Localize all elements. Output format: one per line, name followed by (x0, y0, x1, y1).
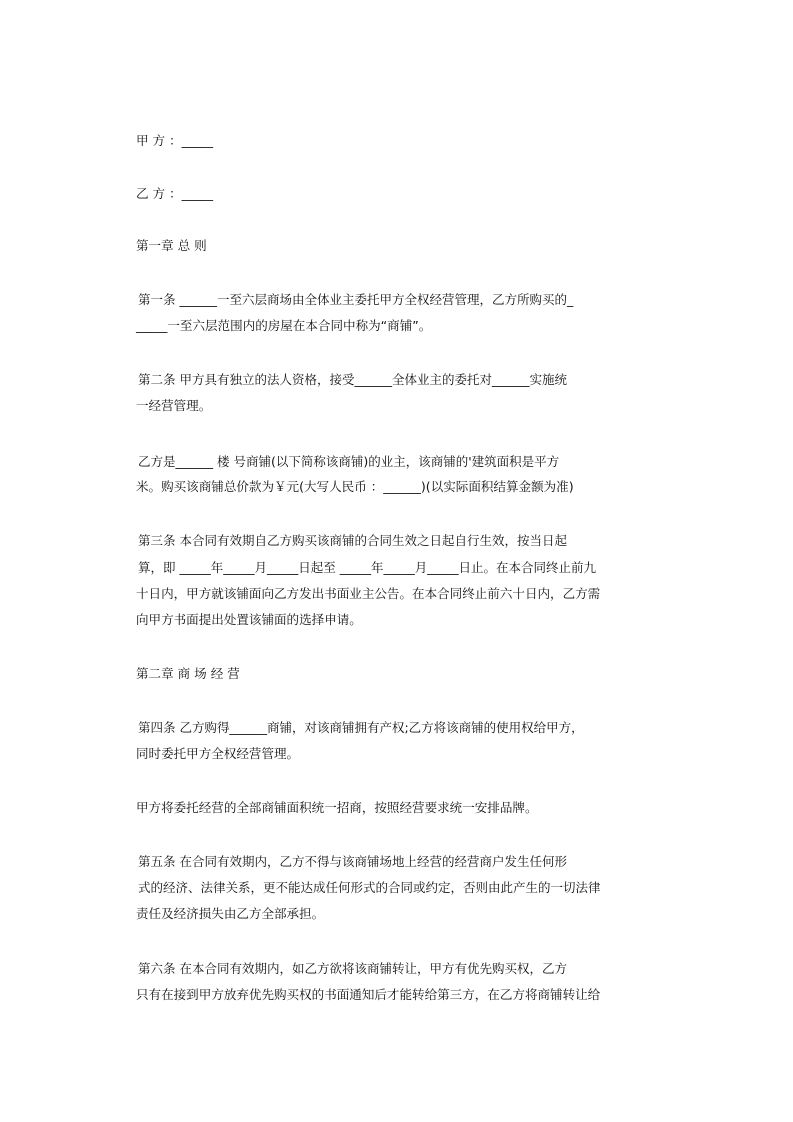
article-5-line-1: 第五条 在合同有效期内，乙方不得与该商铺场地上经营的经营商户发生任何形 (138, 854, 567, 869)
article-1-line-2: _____一至六层范围内的房屋在本合同中称为“商铺”。 (136, 318, 432, 333)
party-b-shop-line-1: 乙方是______ 楼 号商铺(以下简称该商铺)的业主，该商铺的'建筑面积是平方 (138, 454, 560, 469)
chapter-2-heading: 第二章 商 场 经 营 (136, 666, 240, 681)
chapter-1-heading: 第一章 总 则 (136, 238, 207, 253)
article-4-line-2: 同时委托甲方全权经营管理。 (136, 746, 300, 761)
article-1-line-1: 第一条 ______一至六层商场由全体业主委托甲方全权经营管理，乙方所购买的_ (138, 292, 574, 307)
article-6-line-1: 第六条 在本合同有效期内，如乙方欲将该商铺转让，甲方有优先购买权，乙方 (138, 961, 567, 976)
article-2-line-2: 一经营管理。 (136, 398, 212, 413)
article-3-line-2: 算，即 _____年_____月_____日起至 _____年_____月_____日止。在本合同终止前九 (138, 560, 596, 575)
party-b-shop-line-2: 米。购买该商铺总价款为￥元(大写人民币 ：______)(以实际面积结算金额为准) (136, 479, 574, 494)
article-3-line-4: 向甲方书面提出处置该铺面的选择申请。 (136, 612, 362, 627)
article-6-line-2: 只有在接到甲方放弃优先购买权的书面通知后才能转给第三方，在乙方将商铺转让给 (136, 987, 601, 1002)
article-3-line-1: 第三条 本合同有效期自乙方购买该商铺的合同生效之日起自行生效，按当日起 (138, 533, 567, 548)
article-3-line-3: 十日内，甲方就该铺面向乙方发出书面业主公告。在本合同终止前六十日内，乙方需 (136, 586, 601, 601)
article-5-line-3: 责任及经济损失由乙方全部承担。 (136, 906, 325, 921)
party-b-line: 乙 方 ：_____ (136, 186, 213, 201)
article-2-line-1: 第二条 甲方具有独立的法人资格，接受______全体业主的委托对______实施统 (138, 372, 567, 387)
article-5-line-2: 式的经济、法律关系，更不能达成任何形式的合同或约定，否则由此产生的一切法律 (138, 880, 601, 895)
article-4-line-1: 第四条 乙方购得______商铺，对该商铺拥有产权;乙方将该商铺的使用权给甲方， (138, 720, 584, 735)
party-a-line: 甲 方 ：_____ (136, 133, 213, 148)
unified-leasing-paragraph: 甲方将委托经营的全部商铺面积统一招商，按照经营要求统一安排品牌。 (136, 800, 538, 815)
